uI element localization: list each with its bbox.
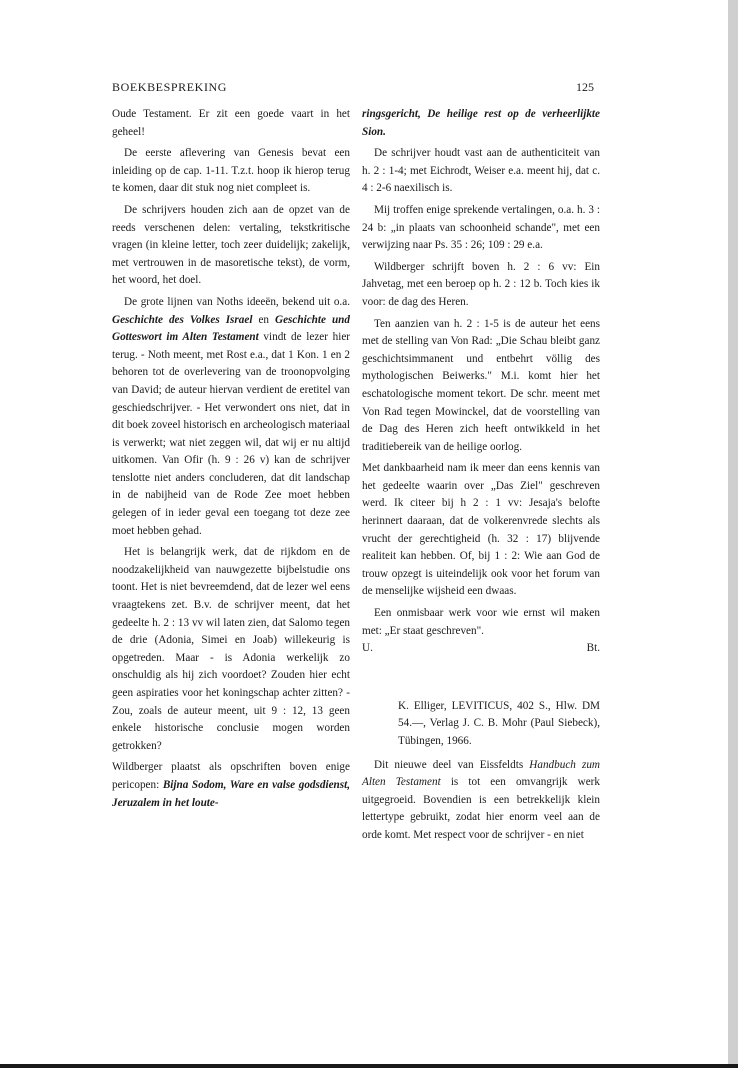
pericope-titles: ringsgericht, De heilige rest op de verheerlijkte Sion.: [362, 108, 600, 138]
paragraph: [362, 757, 600, 845]
right-column: [362, 106, 600, 849]
paragraph: [362, 106, 600, 141]
text-run: en: [258, 313, 269, 326]
paragraph: De schrijvers houden zich aan de opzet van de reeds verschenen delen: vertaling, tekstkritische vragen (in kleine letter, toch zeer duidelijk; zakelijk, met vertrouwen in de masoretische tekst), de vorm, het woord, het doel.: [112, 203, 350, 287]
book-title: Handbuch zum Alten Testament: [362, 758, 600, 789]
paragraph: De eerste aflevering van Genesis bevat een inleiding op de cap. 1-11. T.z.t. hoop ik hierop terug te komen, daar dit stuk nog niet compleet is.: [112, 147, 350, 195]
text-run: vindt de lezer hier terug. - Noth meent, met Rost e.a., dat 1 Kon. 1 en 2 behoren tot de overlevering van de troonopvolging van David; de auteur hiervan verdient de eretitel van geschiedschrijver. - Het verwondert ons niet, dat in dit boek zoveel historisch en archeologisch materiaal is verwerkt; wat niet zeggen wil, dat wij er nu altijd uitkomen. Van Ofir (h. 9 : 26 v) kan de schrijver tenslotte niet anders concluderen, dat dit landschap in de nabijheid van de Rode Zee moet hebben gelegen of in ieder geval een toegang tot deze zee moet hebben gehad.: [112, 331, 351, 537]
book-title: Geschichte und Gotteswort im Alten Testament: [112, 313, 350, 344]
signature-left: U.: [362, 642, 373, 655]
left-column: [112, 106, 350, 816]
book-title: Geschichte des Volkes Israel: [112, 313, 253, 326]
paragraph: De schrijver houdt vast aan de authenticiteit van h. 2 : 1-4; met Eichrodt, Weiser e.a. meent hij, dat c. 4 : 2-6 naexilisch is.: [362, 147, 600, 195]
review-heading: [398, 698, 600, 751]
signature-line: [362, 640, 600, 658]
signature-right: Bt.: [586, 642, 600, 655]
pericope-titles: Bijna Sodom, Ware en valse godsdienst, Jeruzalem in het loute-: [112, 778, 351, 809]
scan-right-edge: [728, 0, 738, 1068]
paragraph: Ten aanzien van h. 2 : 1-5 is de auteur het eens met de stelling van Von Rad: „Die Schau bleibt ganz geschichtsimmanent und entbehrt völlig des mythologischen Beiwerks." M.i. komt hier het eschatologische moment tekort. De schr. meent met Von Rad tegen Mowinckel, dat de voorstelling van de Dag des Heren zich heeft ontwikkeld in het traditiebereik van de heilige oorlog.: [362, 317, 600, 453]
text-run: Dit nieuwe deel van Eissfeldts: [374, 758, 524, 771]
paragraph: Een onmisbaar werk voor wie ernst wil maken met: „Er staat geschreven".: [362, 607, 600, 637]
scan-bottom-edge: [0, 1064, 738, 1068]
paragraph: [112, 294, 350, 540]
paragraph: Met dankbaarheid nam ik meer dan eens kennis van het gedeelte waarin over „Das Ziel" geschreven werd. Ik citeer bij h 2 : 1 vv: Jesaja's belofte herinnert daaraan, dat de volkerenvrede slechts als vrucht der gerechtigheid (h. 32 : 17) blijvende realiteit kan hebben. Of, bij 1 : 2: Wie aan God de trouw opzegt is uiteindelijk ook voor het forum van de menselijke wijsheid een dwaas.: [362, 462, 600, 598]
review-citation: K. Elliger, LEVITICUS, 402 S., Hlw. DM 54.—, Verlag J. C. B. Mohr (Paul Siebeck), Tübingen, 1966.: [398, 699, 600, 747]
paragraph: Oude Testament. Er zit een goede vaart in het geheel!: [112, 108, 350, 138]
text-run: is tot een omvangrijk werk uitgegroeid. Bovendien is een betrekkelijk klein lettertype gebruikt, zodat hier enorm veel aan de orde komt. Met respect voor de schrijver - en niet: [362, 776, 600, 841]
text-run: Wildberger plaatst als opschriften boven enige pericopen:: [112, 761, 350, 791]
running-header: BOEKBESPREKING: [112, 80, 228, 94]
paragraph: [112, 759, 350, 812]
text-run: De grote lijnen van Noths ideeën, bekend uit o.a.: [124, 295, 350, 308]
paragraph: Het is belangrijk werk, dat de rijkdom en de noodzakelijkheid van nauwgezette bijbelstudie ons toont. Het is niet bevreemdend, dat de lezer wel eens vraagtekens zet. B.v. de schrijver meent, dat het gedeelte h. 2 : 13 vv wil laten zien, dat Salomo tegen de drie (Adonia, Simei en Joab) willekeurig is opgetreden. Maar - is Adonia werkelijk zo onschuldig als hij zich voordoet? Zouden hier echt geen aspiraties voor het koningschap achter zitten? - Zou, zoals de auteur meent, uit 9 : 12, 13 geen enkele historische conclusie mogen worden getrokken?: [112, 546, 350, 752]
paragraph: Mij troffen enige sprekende vertalingen, o.a. h. 3 : 24 b: „in plaats van schoonheid schande", met een verwijzing naar Ps. 35 : 26; 109 : 29 e.a.: [362, 203, 600, 252]
paragraph: Wildberger schrijft boven h. 2 : 6 vv: Ein Jahvetag, met een beroep op h. 2 : 12 b. Toch kies ik voor: de dag des Heren.: [362, 260, 600, 308]
page-number: 125: [576, 80, 594, 94]
